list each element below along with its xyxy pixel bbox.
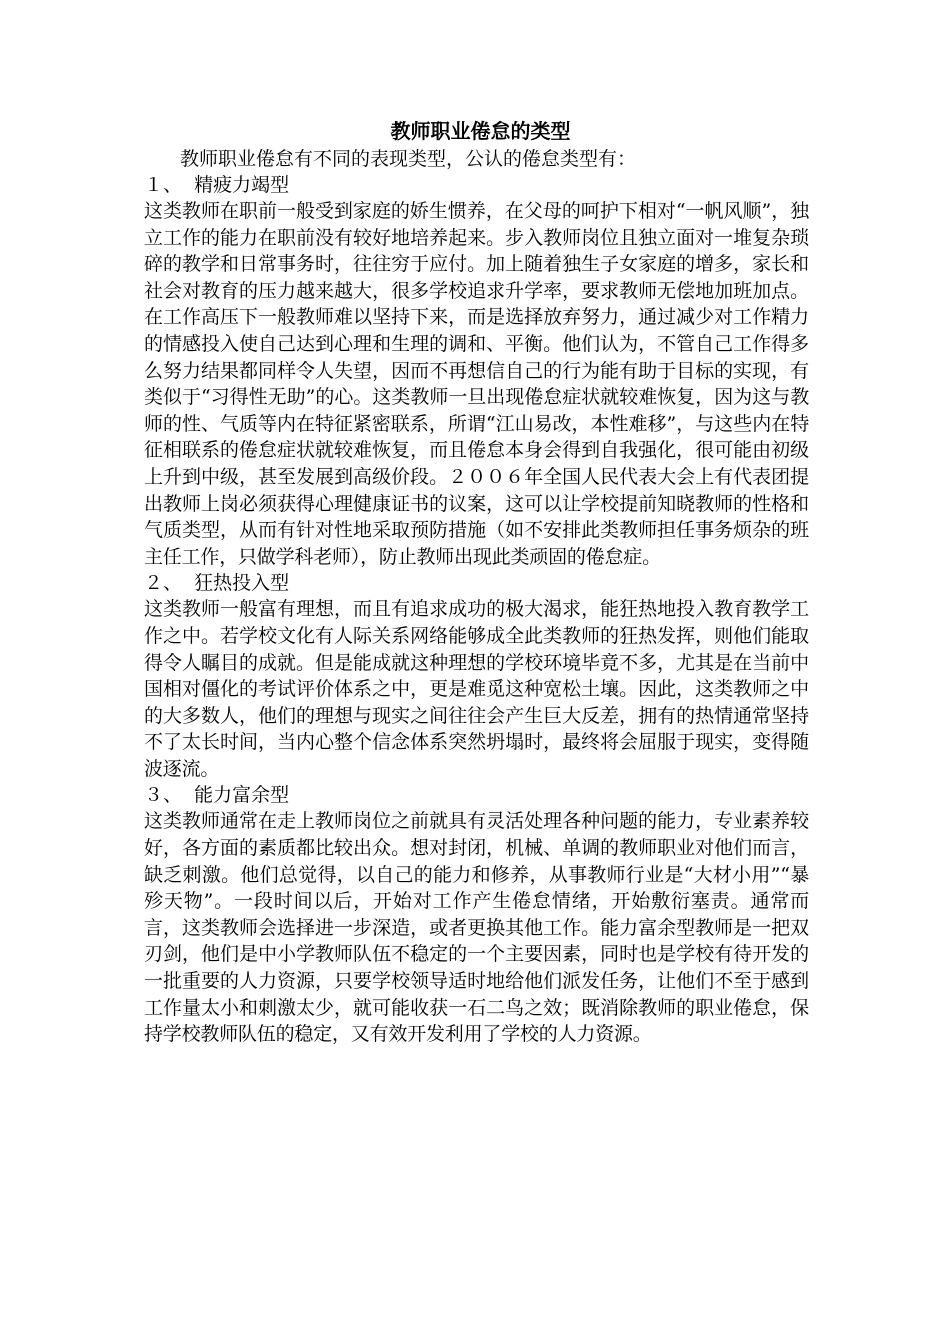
section-3 (144, 782, 809, 1047)
document-title: 教师职业倦怠的类型 (390, 119, 571, 143)
section-body: 这类教师通常在走上教师岗位之前就具有灵活处理各种问题的能力，专业素养较好，各方面的素质都比较出众。想对封闭，机械、单调的教师职业对他们而言，缺乏刺激。他们总觉得，以自己的能力和修养，从事教师行业是“大材小用”“暴殄天物”。一段时间以后，开始对工作产生倦怠情绪，开始敷衍塞责。通常而言，这类教师会选择进一步深造，或者更换其他工作。能力富余型教师是一把双刃剑，他们是中小学教师队伍不稳定的一个主要因素，同时也是学校有待开发的一批重要的人力资源，只要学校领导适时地给他们派发任务，让他们不至于感到工作量太小和刺激太少，就可能收获一石二鸟之效；既消除教师的职业倦怠，保持学校教师队伍的稳定，又有效开发利用了学校的人力资源。 (144, 810, 809, 1046)
section-heading: ３、 能力富余型 (144, 784, 290, 807)
section-heading: １、 精疲力竭型 (144, 174, 290, 196)
section-heading: ２、 狂热投入型 (144, 572, 290, 595)
section-1 (144, 172, 809, 570)
section-body: 这类教师在职前一般受到家庭的娇生惯养，在父母的呵护下相对“一帆风顺”，独立工作的能力在职前没有较好地培养起来。步入教师岗位且独立面对一堆复杂琐碎的教学和日常事务时，往往穷于应付。加上随着独生子女家庭的增多，家长和社会对教育的压力越来越大，很多学校追求升学率，要求教师无偿地加班加点。在工作高压下一般教师难以坚持下来，而是选择放弃努力，通过减少对工作精力的情感投入使自己达到心理和生理的调和、平衡。他们认为，不管自己工作得多么努力结果都同样令人失望，因而不再想信自己的行为能有助于目标的实现，有类似于“习得性无助”的心。这类教师一旦出现倦怠症状就较难恢复，因为这与教师的性、气质等内在特征紧密联系，所谓“江山易改，本性难移”，与这些内在特征相联系的倦怠症状就较难恢复，而且倦怠本身会得到自我强化，很可能由初级上升到中级，甚至发展到高级价段。２００６年全国人民代表大会上有代表团提出教师上岗必须获得心理健康证书的议案，这可以让学校提前知晓教师的性格和气质类型，从而有针对性地采取预防措施（如不安排此类教师担任事务烦杂的班主任工作，只做学科老师），防止教师出现此类顽固的倦怠症。 (144, 200, 809, 568)
section-body: 这类教师一般富有理想，而且有追求成功的极大渴求，能狂热地投入教育教学工作之中。若学校文化有人际关系网络能够成全此类教师的狂热发挥，则他们能取得令人瞩目的成就。但是能成就这种理想的学校环境毕竟不多，尤其是在当前中国相对僵化的考试评价体系之中，更是难觅这种宽松土壤。因此，这类教师之中的大多数人，他们的理想与现实之间往往会产生巨大反差，拥有的热情通常坚持不了太长时间，当内心整个信念体系突然坍塌时，最终将会屈服于现实，变得随波逐流。 (144, 598, 809, 780)
section-2 (144, 570, 809, 782)
intro-paragraph: 教师职业倦怠有不同的表现类型，公认的倦怠类型有： (180, 148, 637, 170)
document-page (144, 118, 809, 1048)
